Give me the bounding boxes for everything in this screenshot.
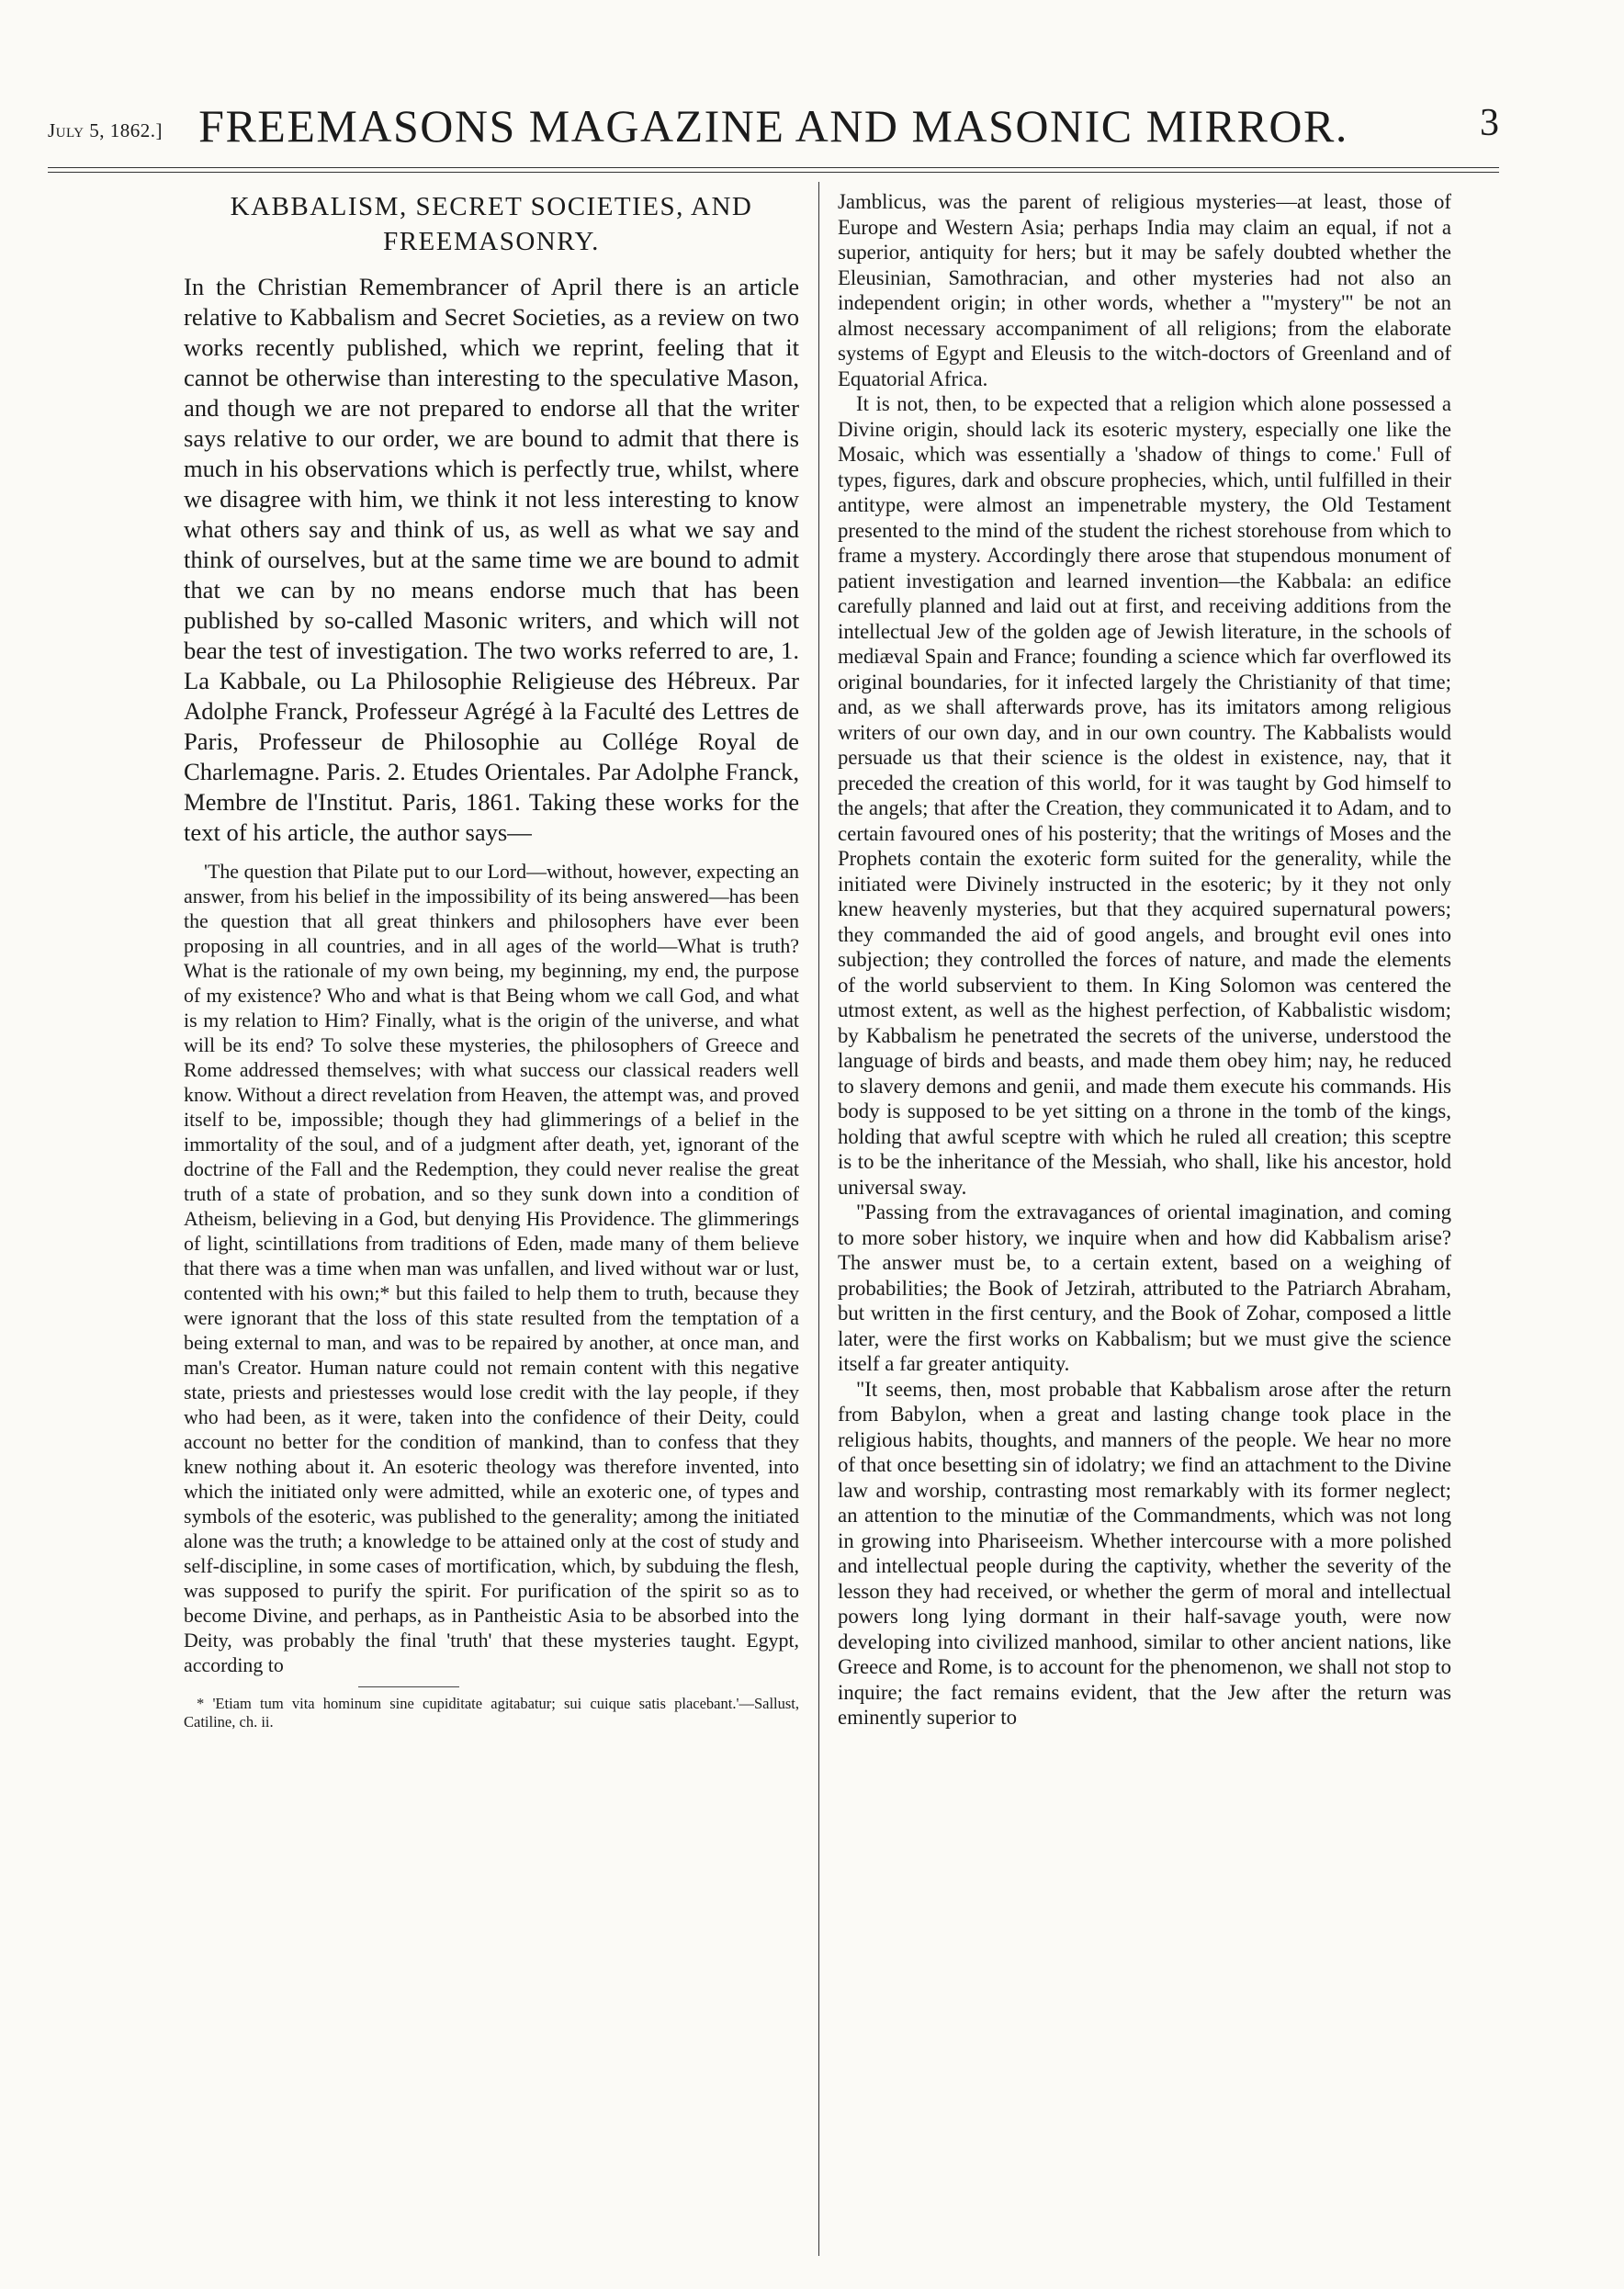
paragraph: Jamblicus, was the parent of religious mysteries—at least, those of Europe and Western Asia; perhaps India may claim an equal, if not a superior, antiquity for hers; but it may be safely doubted whether the Eleusinian, Samothracian, and other mysteries had not also an independent origin; in other words, whether a "'mystery'" be not an almost necessary accompaniment of all religions; from the elaborate systems of Egypt and Eleusis to the witch-doctors of Greenland and of Equatorial Africa. [838, 190, 1451, 390]
left-column [184, 189, 799, 2256]
page-number: 3 [1480, 102, 1499, 144]
paragraph: "Passing from the extravagances of oriental imagination, and coming to more sober history, we inquire when and how did Kabbalism arise? The answer must be, to a certain extent, based on a weighing of probabilities; the Book of Jetzirah, attributed to the Patriarch Abraham, but written in the first century, and the Book of Zohar, composed a little later, were the first works on Kabbalism; but we must give the science itself a far greater antiquity. [838, 1201, 1451, 1375]
right-column [838, 189, 1451, 2261]
publication-title: FREEMASONS MAGAZINE AND MASONIC MIRROR. [198, 100, 1348, 152]
paragraph: It is not, then, to be expected that a religion which alone possessed a Divine origin, should lack its esoteric mystery, especially one like the Mosaic, which was essentially a 'shadow of things to come.' Full of types, figures, dark and obscure prophecies, which, until fulfilled in their antitype, were almost an impenetrable mystery, the Old Testament presented to the mind of the student the richest storehouse from which to frame a mystery. Accordingly there arose that stupendous monument of patient investigation and learned invention—the Kabbala: an edifice carefully planned and laid out at first, and receiving additions from the intellectual Jew of the golden age of Jewish literature, in the schools of mediæval Spain and France; founding a science which far overflowed its original boundaries, for it infected largely the Christianity of that time; and, as we shall afterwards prove, has its imitators among religious writers of our own day, and in our own country. The Kabbalists would persuade us that their science is the oldest in existence, nay, that it preceded the creation of this world, for it was taught by God himself to the angels; that after the Creation, they communicated it to Adam, and to certain favoured ones of his posterity; that the writings of Moses and the Prophets contain the exoteric form suited for the generality, while the initiated were Divinely instructed in the esoteric; by it they not only knew heavenly mysteries, but that they acquired supernatural powers; they commanded the aid of good angels, and brought evil ones into subjection; they controlled the forces of nature, and made the elements of the world subservient to them. In King Solomon was centered the utmost extent, as well as the highest perfection, of Kabbalistic wisdom; by Kabbalism he penetrated the secrets of the universe, understood the language of birds and beasts, and made them obey him; nay, he reduced to slavery demons and genii, and made them execute his commands. His body is supposed to be yet sitting on a throne in the tomb of the kings, holding that awful sceptre with which he ruled all creation; this sceptre is to be the inheritance of the Messiah, who shall, like his ancestor, hold universal sway. [838, 392, 1451, 1199]
header-rule [48, 167, 1499, 168]
header-rule-secondary [48, 172, 1499, 173]
quoted-passage: 'The question that Pilate put to our Lord—without, however, expecting an answer, from his belief in the impossibility of its being answered—has been the question that all great thinkers and philosophers have ever been proposing in all countries, and in all ages of the world—What is truth? What is the rationale of my own being, my beginning, my end, the purpose of my existence? Who and what is that Being whom we call God, and what is my relation to Him? Finally, what is the origin of the universe, and what will be its end? To solve these mysteries, the philosophers of Greece and Rome addressed themselves; with what success our classical readers well know. Without a direct revelation from Heaven, the attempt was, and proved itself to be, impossible; though they had glimmerings of a belief in the immortality of the soul, and of a judgment after death, yet, ignorant of the doctrine of the Fall and the Redemption, they could never realise the great truth of a state of probation, and so they sunk down into a condition of Atheism, believing in a God, but denying His Providence. The glimmerings of light, scintillations from traditions of Eden, made many of them believe that there was a time when man was unfallen, and lived without war or lust, contented with his own;* but this failed to help them to truth, because they were ignorant that the loss of this state resulted from the temptation of a being external to man, and was to be repaired by another, at once man, and man's Creator. Human nature could not remain content with this negative state, priests and priestesses would lose credit with the lay people, if they who had been, as it were, taken into the confidence of their Deity, could account no better for the condition of mankind, than to confess that they knew nothing about it. An esoteric theology was therefore invented, into which the initiated only were admitted, while an exoteric one, of types and symbols of the esoteric, was published to the generality; among the initiated alone was the truth; a knowledge to be attained only at the cost of study and self-discipline, in some cases of mortification, which, by subduing the flesh, was supposed to purify the spirit. For purification of the spirit so as to become Divine, and perhaps, as in Pantheistic Asia to be absorbed into the Deity, was probably the final 'truth' that these mysteries taught. Egypt, according to [184, 860, 799, 1676]
footnote: * 'Etiam tum vita hominum sine cupiditate agitabatur; sui cuique satis placebant.'—Sallust, Catiline, ch. ii. [184, 1695, 799, 1731]
article-intro: In the Christian Remembrancer of April there is an article relative to Kabbalism and Secret Societies, as a review on two works recently published, which we reprint, feeling that it cannot be otherwise than interesting to the speculative Mason, and though we are not prepared to endorse all that the writer says relative to our order, we are bound to admit that there is much in his observations which is perfectly true, whilst, where we disagree with him, we think it not less interesting to know what others say and think of us, as well as what we say and think of ourselves, but at the same time we are bound to admit that we can by no means endorse much that has been published by so-called Masonic writers, and which will not bear the test of investigation. The two works referred to are, 1. La Kabbale, ou La Philosophie Religieuse des Hébreux. Par Adolphe Franck, Professeur Agrégé à la Faculté des Lettres de Paris, Professeur de Philosophie au Collége Royal de Charlemagne. Paris. 2. Etudes Orientales. Par Adolphe Franck, Membre de l'Institut. Paris, 1861. Taking these works for the text of his article, the author says— [184, 273, 799, 846]
paragraph: "It seems, then, most probable that Kabbalism arose after the return from Babylon, when a great and lasting change took place in the religious habits, thoughts, and manners of the people. We hear no more of that once besetting sin of idolatry; we find an attachment to the Divine law and worship, contrasting most remarkably with its former neglect; an attention to the minutiæ of the Commandments, which was not long in growing into Phariseeism. Whether intercourse with a more polished and intellectual people during the captivity, whether the severity of the lesson they had received, or whether the germ of moral and intellectual powers long lying dormant in their half-savage youth, were now developing into civilized manhood, similar to other ancient nations, like Greece and Rome, is to account for the phenomenon, we shall not stop to inquire; the fact remains evident, that the Jew after the return was eminently superior to [838, 1377, 1451, 1729]
issue-date: July 5, 1862.] [48, 119, 163, 141]
column-divider [818, 182, 819, 2256]
masthead [48, 92, 1499, 165]
footnote-rule [358, 1686, 459, 1687]
article-title: KABBALISM, SECRET SOCIETIES, AND FREEMASONRY. [230, 192, 753, 256]
